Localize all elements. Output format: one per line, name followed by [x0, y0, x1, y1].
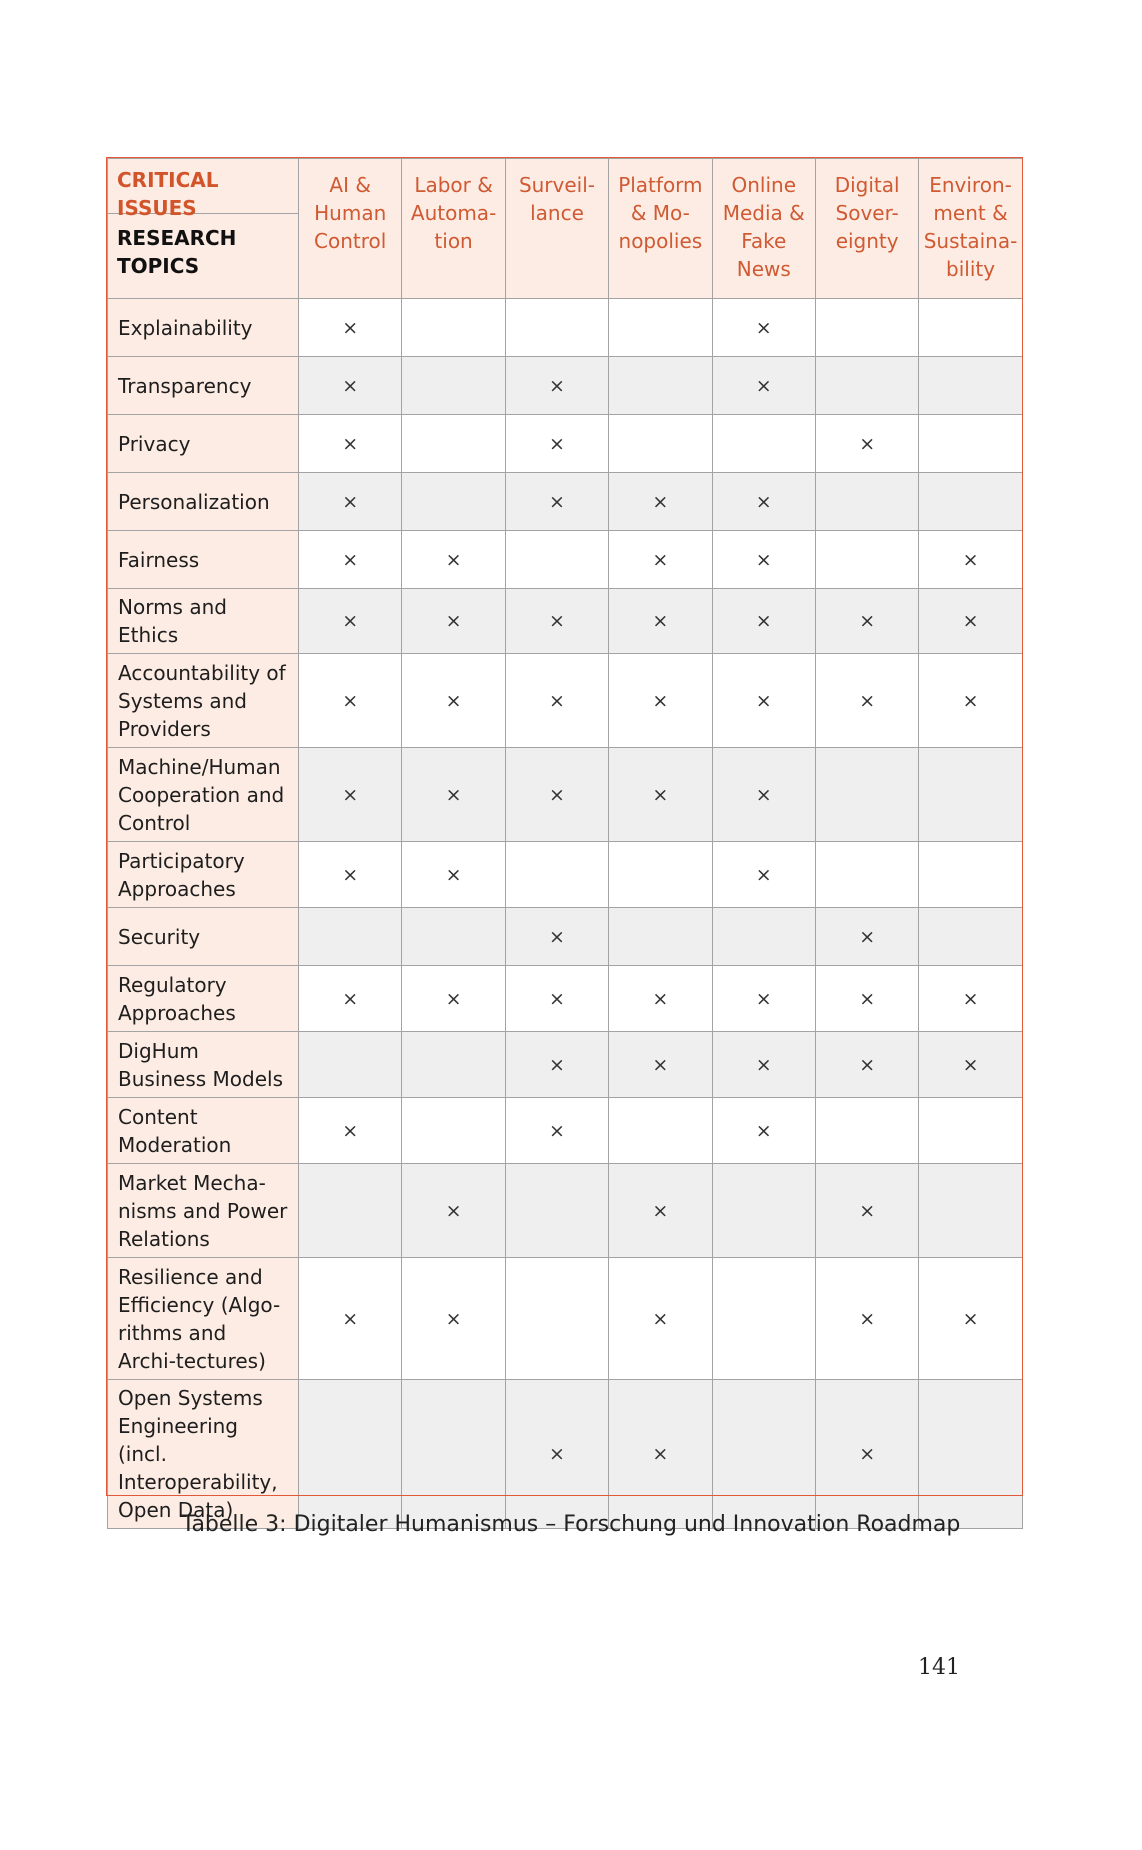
empty-cell [505, 842, 608, 908]
empty-cell [919, 415, 1022, 473]
mark-cell: × [712, 748, 815, 842]
empty-cell [815, 1098, 918, 1164]
mark-cell: × [609, 1164, 712, 1258]
column-header-label: Environ-ment & Sustaina-bility [923, 173, 1018, 281]
mark-cell: × [299, 299, 402, 357]
column-header [919, 159, 1022, 299]
table-row [108, 842, 1023, 908]
empty-cell [609, 908, 712, 966]
mark-cell: × [609, 531, 712, 589]
mark-cell: × [402, 589, 505, 654]
empty-cell [505, 1258, 608, 1380]
empty-cell [815, 748, 918, 842]
table-row [108, 531, 1023, 589]
mark-cell: × [815, 908, 918, 966]
mark-cell: × [712, 357, 815, 415]
empty-cell [609, 299, 712, 357]
research-topic-label: DigHum Business Models [108, 1032, 299, 1098]
research-topic-label: Fairness [108, 531, 299, 589]
empty-cell [919, 1164, 1022, 1258]
mark-cell: × [505, 654, 608, 748]
empty-cell [815, 299, 918, 357]
empty-cell [402, 357, 505, 415]
empty-cell [919, 1380, 1022, 1529]
empty-cell [712, 1380, 815, 1529]
table-row [108, 1098, 1023, 1164]
empty-cell [815, 473, 918, 531]
mark-cell: × [815, 589, 918, 654]
empty-cell [919, 908, 1022, 966]
mark-cell: × [299, 1098, 402, 1164]
empty-cell [299, 1032, 402, 1098]
mark-cell: × [609, 966, 712, 1032]
research-topic-label: Privacy [108, 415, 299, 473]
column-header [609, 159, 712, 299]
empty-cell [919, 748, 1022, 842]
mark-cell: × [815, 1164, 918, 1258]
column-header [505, 159, 608, 299]
column-header-label: Platform & Mo-nopolies [618, 173, 703, 253]
mark-cell: × [919, 589, 1022, 654]
mark-cell: × [712, 299, 815, 357]
table-row [108, 589, 1023, 654]
mark-cell: × [815, 1380, 918, 1529]
research-topics-label: RESEARCH TOPICS [117, 226, 237, 278]
mark-cell: × [815, 415, 918, 473]
research-topic-label: Transparency [108, 357, 299, 415]
research-topic-label: Regulatory Approaches [108, 966, 299, 1032]
mark-cell: × [505, 966, 608, 1032]
mark-cell: × [402, 531, 505, 589]
empty-cell [609, 415, 712, 473]
table-row [108, 654, 1023, 748]
empty-cell [402, 415, 505, 473]
research-topic-label: Explainability [108, 299, 299, 357]
mark-cell: × [402, 966, 505, 1032]
empty-cell [402, 1098, 505, 1164]
mark-cell: × [712, 1098, 815, 1164]
empty-cell [402, 299, 505, 357]
empty-cell [299, 908, 402, 966]
mark-cell: × [299, 473, 402, 531]
empty-cell [712, 908, 815, 966]
roadmap-table [107, 158, 1023, 1529]
empty-cell [402, 473, 505, 531]
mark-cell: × [402, 1164, 505, 1258]
mark-cell: × [609, 654, 712, 748]
research-topic-label: Content Moderation [108, 1098, 299, 1164]
research-topic-label: Accountability of Systems and Providers [108, 654, 299, 748]
table-row [108, 1164, 1023, 1258]
mark-cell: × [299, 654, 402, 748]
mark-cell: × [505, 589, 608, 654]
column-header [402, 159, 505, 299]
research-topic-label: Participatory Approaches [108, 842, 299, 908]
mark-cell: × [505, 748, 608, 842]
empty-cell [609, 357, 712, 415]
table-row [108, 748, 1023, 842]
mark-cell: × [609, 1032, 712, 1098]
mark-cell: × [505, 1032, 608, 1098]
research-topic-label: Security [108, 908, 299, 966]
column-header [712, 159, 815, 299]
mark-cell: × [712, 842, 815, 908]
mark-cell: × [299, 357, 402, 415]
page-number: 141 [918, 1655, 960, 1680]
mark-cell: × [712, 966, 815, 1032]
empty-cell [815, 357, 918, 415]
empty-cell [402, 908, 505, 966]
empty-cell [505, 299, 608, 357]
empty-cell [815, 842, 918, 908]
mark-cell: × [712, 654, 815, 748]
mark-cell: × [712, 531, 815, 589]
mark-cell: × [609, 748, 712, 842]
mark-cell: × [919, 1258, 1022, 1380]
mark-cell: × [505, 415, 608, 473]
table-row [108, 299, 1023, 357]
column-header-label: Labor & Automa-tion [410, 173, 497, 253]
table-row [108, 473, 1023, 531]
corner-cell [108, 159, 299, 299]
table-body [108, 299, 1023, 1529]
table-caption: Tabelle 3: Digitaler Humanismus – Forschung und Innovation Roadmap [181, 1512, 961, 1537]
mark-cell: × [299, 1258, 402, 1380]
column-header [815, 159, 918, 299]
mark-cell: × [609, 1258, 712, 1380]
empty-cell [505, 531, 608, 589]
mark-cell: × [609, 473, 712, 531]
empty-cell [609, 842, 712, 908]
mark-cell: × [402, 654, 505, 748]
table-row [108, 1380, 1023, 1529]
empty-cell [712, 415, 815, 473]
research-topic-label: Norms and Ethics [108, 589, 299, 654]
mark-cell: × [712, 473, 815, 531]
mark-cell: × [505, 357, 608, 415]
table-row [108, 357, 1023, 415]
empty-cell [299, 1380, 402, 1529]
empty-cell [609, 1098, 712, 1164]
mark-cell: × [815, 1258, 918, 1380]
research-topic-label: Personalization [108, 473, 299, 531]
table-row [108, 966, 1023, 1032]
mark-cell: × [505, 473, 608, 531]
empty-cell [919, 473, 1022, 531]
mark-cell: × [505, 1098, 608, 1164]
empty-cell [505, 1164, 608, 1258]
mark-cell: × [299, 589, 402, 654]
mark-cell: × [299, 748, 402, 842]
mark-cell: × [712, 589, 815, 654]
mark-cell: × [505, 1380, 608, 1529]
empty-cell [402, 1032, 505, 1098]
mark-cell: × [402, 842, 505, 908]
mark-cell: × [299, 966, 402, 1032]
empty-cell [299, 1164, 402, 1258]
empty-cell [919, 357, 1022, 415]
mark-cell: × [919, 966, 1022, 1032]
column-header-label: AI & Human Control [314, 173, 387, 253]
mark-cell: × [815, 1032, 918, 1098]
research-topic-label: Open Systems Engineering (incl. Interoperability, Open Data) [108, 1380, 299, 1529]
empty-cell [712, 1258, 815, 1380]
empty-cell [919, 1098, 1022, 1164]
mark-cell: × [815, 966, 918, 1032]
research-topic-label: Market Mecha-nisms and Power Relations [108, 1164, 299, 1258]
empty-cell [402, 1380, 505, 1529]
mark-cell: × [919, 531, 1022, 589]
column-header-label: Online Media & Fake News [722, 173, 805, 281]
research-topic-label: Machine/Human Cooperation and Control [108, 748, 299, 842]
mark-cell: × [299, 531, 402, 589]
mark-cell: × [299, 842, 402, 908]
mark-cell: × [815, 654, 918, 748]
mark-cell: × [299, 415, 402, 473]
column-header-label: Digital Sover-eignty [834, 173, 900, 253]
empty-cell [919, 299, 1022, 357]
empty-cell [919, 842, 1022, 908]
column-header-label: Surveil-lance [518, 173, 596, 225]
mark-cell: × [712, 1032, 815, 1098]
mark-cell: × [919, 654, 1022, 748]
research-topic-label: Resilience and Efficiency (Algo-rithms and Archi-tectures) [108, 1258, 299, 1380]
empty-cell [712, 1164, 815, 1258]
mark-cell: × [919, 1032, 1022, 1098]
mark-cell: × [402, 1258, 505, 1380]
table-row [108, 908, 1023, 966]
empty-cell [815, 531, 918, 589]
table-row [108, 1258, 1023, 1380]
header-row [108, 159, 1023, 299]
table-row [108, 1032, 1023, 1098]
table-row [108, 415, 1023, 473]
mark-cell: × [505, 908, 608, 966]
mark-cell: × [609, 1380, 712, 1529]
mark-cell: × [609, 589, 712, 654]
mark-cell: × [402, 748, 505, 842]
column-header [299, 159, 402, 299]
critical-issues-label: CRITICAL ISSUES [108, 159, 298, 214]
